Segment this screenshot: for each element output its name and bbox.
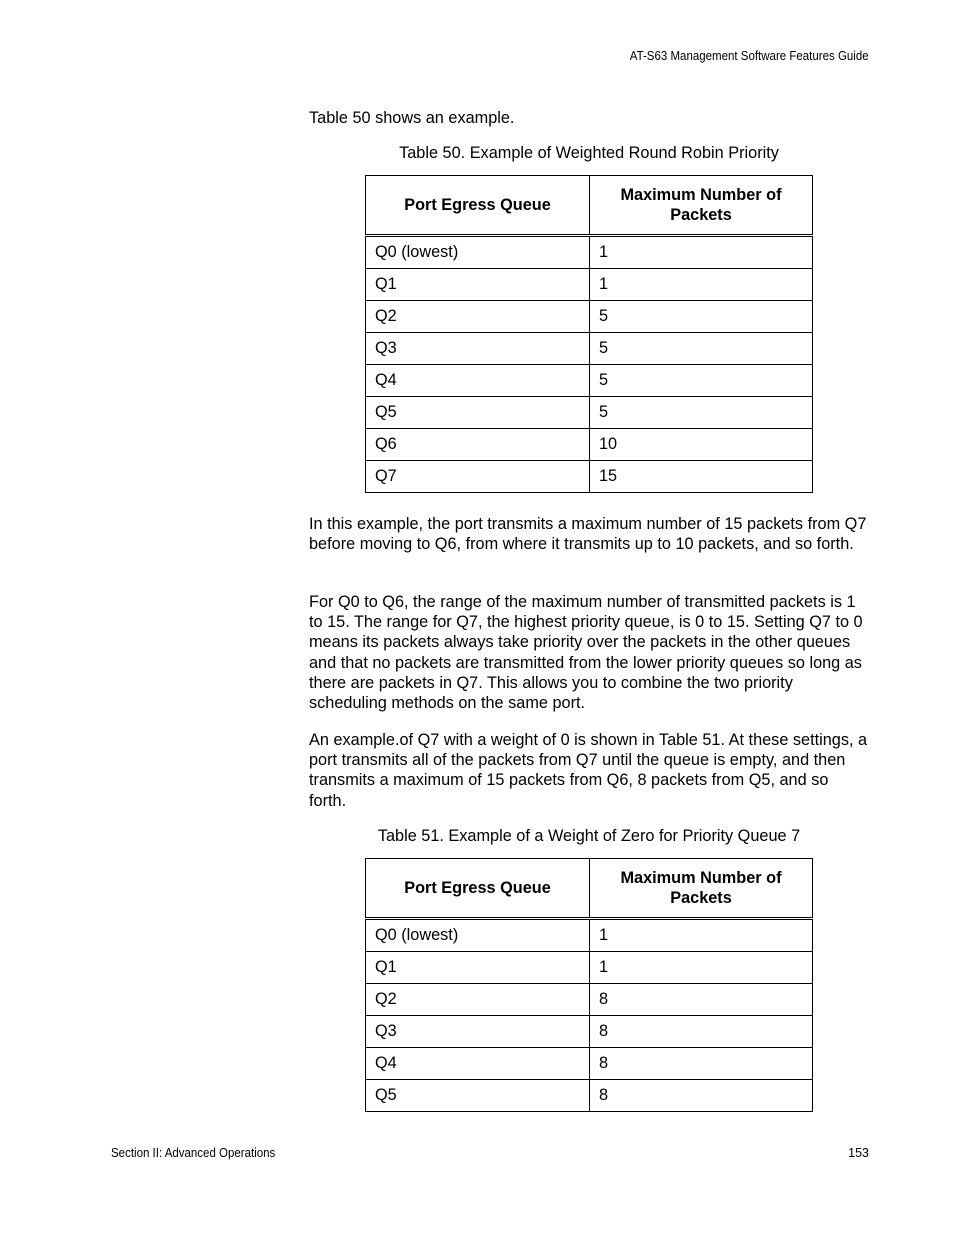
intro-text: Table 50 shows an example.: [309, 109, 515, 127]
table-row: [366, 236, 813, 269]
page-number: 153: [848, 1146, 869, 1160]
table-header-row: [366, 859, 813, 919]
queue-cell: Q1: [366, 952, 590, 984]
queue-cell: Q5: [366, 1080, 590, 1112]
queue-cell: Q0 (lowest): [366, 236, 590, 269]
table-row: [366, 301, 813, 333]
queue-cell: Q3: [366, 333, 590, 365]
packets-cell: 8: [590, 1016, 813, 1048]
packets-cell: 5: [590, 365, 813, 397]
table-row: [366, 461, 813, 493]
table-row: [366, 397, 813, 429]
body-paragraph: An example.of Q7 with a weight of 0 is shown in Table 51. At these settings, a port transmits all of the packets from Q7 until the queue is empty, and then transmits a maximum of 15 packets from Q6, 8 packets from Q5, and so forth.: [309, 731, 868, 810]
queue-cell: Q4: [366, 1048, 590, 1080]
running-header: AT-S63 Management Software Features Guide: [630, 49, 869, 63]
table-row: [366, 1080, 813, 1112]
queue-cell: Q2: [366, 984, 590, 1016]
body-paragraph: In this example, the port transmits a maximum number of 15 packets from Q7 before moving to Q6, from where it transmits up to 10 packets, and so forth.: [309, 515, 867, 554]
queue-cell: Q0 (lowest): [366, 919, 590, 952]
packets-cell: 5: [590, 301, 813, 333]
table-header-row: [366, 176, 813, 236]
table-row: [366, 984, 813, 1016]
table-row: [366, 269, 813, 301]
footer-section: Section II: Advanced Operations: [111, 1146, 276, 1160]
table51-caption: Table 51. Example of a Weight of Zero for Priority Queue 7: [377, 827, 801, 845]
table-row: [366, 1016, 813, 1048]
column-header-max-packets: Maximum Number of Packets: [590, 176, 813, 236]
packets-cell: 10: [590, 429, 813, 461]
table-row: [366, 333, 813, 365]
packets-cell: 5: [590, 397, 813, 429]
packets-cell: 8: [590, 984, 813, 1016]
column-header-max-packets: Maximum Number of Packets: [590, 859, 813, 919]
queue-cell: Q5: [366, 397, 590, 429]
queue-cell: Q4: [366, 365, 590, 397]
packets-cell: 8: [590, 1080, 813, 1112]
table50-caption: Table 50. Example of Weighted Round Robin Priority: [399, 144, 779, 162]
queue-cell: Q6: [366, 429, 590, 461]
queue-cell: Q3: [366, 1016, 590, 1048]
queue-cell: Q7: [366, 461, 590, 493]
packets-cell: 5: [590, 333, 813, 365]
table-row: [366, 365, 813, 397]
queue-cell: Q2: [366, 301, 590, 333]
table-row: [366, 1048, 813, 1080]
packets-cell: 1: [590, 269, 813, 301]
table51: [365, 858, 813, 1112]
table-row: [366, 952, 813, 984]
packets-cell: 1: [590, 952, 813, 984]
column-header-queue: Port Egress Queue: [366, 176, 590, 236]
packets-cell: 8: [590, 1048, 813, 1080]
packets-cell: 15: [590, 461, 813, 493]
table-row: [366, 919, 813, 952]
table50: [365, 175, 813, 493]
table-row: [366, 429, 813, 461]
packets-cell: 1: [590, 919, 813, 952]
column-header-queue: Port Egress Queue: [366, 859, 590, 919]
packets-cell: 1: [590, 236, 813, 269]
queue-cell: Q1: [366, 269, 590, 301]
body-paragraph: For Q0 to Q6, the range of the maximum number of transmitted packets is 1 to 15. The range for Q7, the highest priority queue, is 0 to 15. Setting Q7 to 0 means its packets always take priority over the packets in the other queues and that no packets are transmitted from the lower priority queues so long as there are packets in Q7. This allows you to combine the two priority scheduling methods on the same port.: [309, 593, 863, 713]
